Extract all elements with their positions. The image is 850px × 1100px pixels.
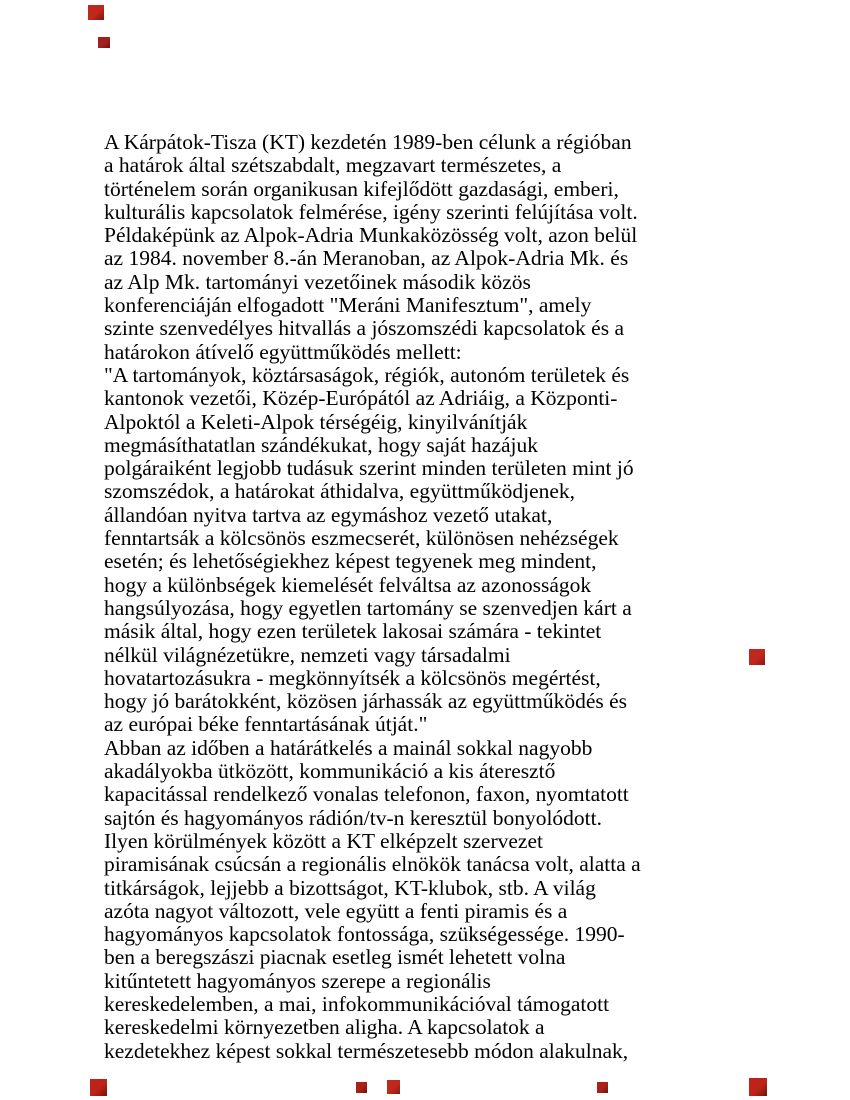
text-line: hovatartozásukra - megkönnyítsék a kölcsönös megértést,	[104, 665, 601, 690]
text-line: Példaképünk az Alpok-Adria Munkaközösség volt, azon belül	[104, 223, 638, 248]
text-line: polgáraiként legjobb tudásuk szerint minden területen mint jó	[104, 456, 634, 481]
text-line: konferenciáján elfogadott "Meráni Manifesztum", amely	[104, 293, 592, 318]
text-line: fenntartsák a kölcsönös eszmecserét, különösen nehézségek	[104, 526, 619, 551]
text-line: az Alp Mk. tartományi vezetőinek második közös	[104, 269, 531, 294]
text-line: határokon átívelő együttműködés mellett:	[104, 339, 462, 364]
red-mark	[356, 1082, 367, 1093]
text-line: kezdetekhez képest sokkal természetesebb módon alakulnak,	[104, 1038, 629, 1063]
red-mark	[88, 5, 104, 20]
red-mark	[597, 1082, 608, 1093]
text-line: kantonok vezetői, Közép-Európától az Adriáig, a Központi-	[104, 386, 618, 411]
text-line: az 1984. november 8.-án Meranoban, az Alpok-Adria Mk. és	[104, 246, 629, 271]
document-text	[104, 131, 684, 1063]
text-line: titkárságok, lejjebb a bizottságot, KT-klubok, stb. A világ	[104, 875, 596, 900]
text-line: Abban az időben a határátkelés a mainál sokkal nagyobb	[104, 735, 593, 760]
text-line: hogy jó barátokként, közösen járhassák az együttműködés és	[104, 689, 628, 714]
text-line: hogy a különbségek kiemelését felváltsa az azonosságok	[104, 572, 592, 597]
text-line: akadályokba ütközött, kommunikáció a kis áteresztő	[104, 759, 556, 784]
text-line: kulturális kapcsolatok felmérése, igény szerinti felújítása volt.	[104, 199, 638, 224]
red-mark	[749, 1078, 767, 1096]
text-line: kitűntetett hagyományos szerepe a regionális	[104, 968, 491, 993]
text-line: történelem során organikusan kifejlődött gazdasági, emberi,	[104, 176, 619, 201]
red-mark	[90, 1079, 107, 1096]
text-line: Ilyen körülmények között a KT elképzelt szervezet	[104, 828, 543, 853]
text-line: sajtón és hagyományos rádión/tv-n keresztül bonyolódott.	[104, 805, 602, 830]
text-line: az európai béke fenntartásának útját."	[104, 712, 428, 737]
red-mark	[749, 649, 765, 665]
red-mark	[387, 1080, 400, 1094]
text-line: szomszédok, a határokat áthidalva, együttműködjenek,	[104, 479, 576, 504]
text-line: kereskedelemben, a mai, infokommunikációval támogatott	[104, 991, 610, 1016]
text-line: ben a beregszászi piacnak esetleg ismét lehetett volna	[104, 945, 566, 970]
red-mark	[98, 37, 110, 48]
text-line: "A tartományok, köztársaságok, régiók, autonóm területek és	[104, 362, 630, 387]
text-line: piramisának csúcsán a regionális elnökök tanácsa volt, alatta a	[104, 852, 641, 877]
text-line: kereskedelmi környezetben aligha. A kapcsolatok a	[104, 1015, 545, 1040]
text-line: a határok által szétszabdalt, megzavart természetes, a	[104, 153, 562, 178]
text-line: állandóan nyitva tartva az egymáshoz vezető utakat,	[104, 502, 553, 527]
text-line: esetén; és lehetőségiekhez képest tegyenek meg mindent,	[104, 549, 597, 574]
text-line: A Kárpátok-Tisza (KT) kezdetén 1989-ben célunk a régióban	[104, 130, 632, 154]
text-line: azóta nagyot változott, vele együtt a fenti piramis és a	[104, 898, 568, 923]
text-line: hangsúlyozása, hogy egyetlen tartomány se szenvedjen kárt a	[104, 595, 632, 620]
text-line: kapacitással rendelkező vonalas telefonon, faxon, nyomtatott	[104, 782, 629, 807]
text-line: nélkül világnézetükre, nemzeti vagy társadalmi	[104, 642, 511, 667]
text-line: Alpoktól a Keleti-Alpok térségéig, kinyilvánítják	[104, 409, 528, 434]
text-line: megmásíthatatlan szándékukat, hogy saját hazájuk	[104, 432, 539, 457]
text-line: szinte szenvedélyes hitvallás a jószomszédi kapcsolatok és a	[104, 316, 625, 341]
text-line: hagyományos kapcsolatok fontossága, szükségessége. 1990-	[104, 922, 625, 947]
text-line: másik által, hogy ezen területek lakosai számára - tekintet	[104, 619, 602, 644]
